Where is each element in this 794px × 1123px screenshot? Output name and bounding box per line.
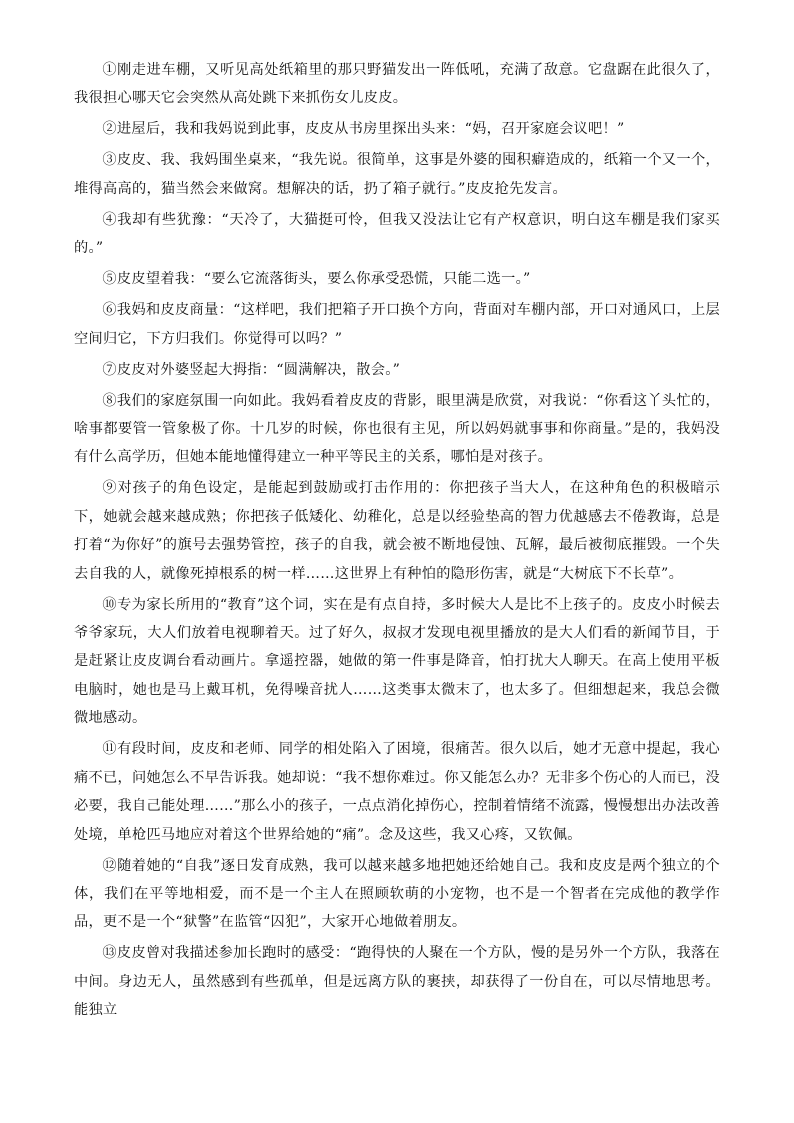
paragraph-7: ⑦皮皮对外婆竖起大拇指：“圆满解决，散会。” (102, 361, 401, 378)
paragraph-12: ⑫随着她的“自我”逐日发育成熟，我可以越来越多地把她还给她自己。我和皮皮是两个独立的个体，我们在平等地相爱，而不是一个主人在照顾软萌的小宠物，也不是一个智者在完成他的教学作品，更不是一个“狱警”在监管“囚犯”，大家开心地做着朋友。 (74, 857, 720, 931)
paragraph-11: ⑪有段时间，皮皮和老师、同学的相处陷入了困境，很痛苦。很久以后，她才无意中提起，我心痛不已，问她怎么不早告诉我。她却说：“我不想你难过。你又能怎么办？无非多个伤心的人而已，没必要，我自己能处理……”那么小的孩子，一点点消化掉伤心，控制着情绪不流露，慢慢想出办法改善处境，单枪匹马地应对着这个世界给她的“痛”。念及这些，我又心疼，又钦佩。 (74, 741, 720, 843)
paragraph-5: ⑤皮皮望着我：“要么它流落街头，要么你承受恐慌，只能二选一。” (102, 271, 531, 288)
paragraph-4: ④我却有些犹豫：“天冷了，大猫挺可怜，但我又没法让它有产权意识，明白这车棚是我们家买的。” (74, 211, 720, 257)
document-page (74, 56, 720, 1027)
paragraph-10: ⑩专为家长所用的“教育”这个词，实在是有点自持，多时候大人是比不上孩子的。皮皮小时候去爷爷家玩，大人们放着电视聊着天。过了好久，叔叔才发现电视里播放的是大人们看的新闻节目，于是赶紧让皮皮调台看动画片。拿遥控器，她做的第一件事是降音，怕打扰大人聊天。在高上使用平板电脑时，她也是马上戴耳机，免得噪音扰人……这类事太微末了，也太多了。但细想起来，我总会微微地感动。 (74, 596, 720, 727)
paragraph-6: ⑥我妈和皮皮商量：“这样吧，我们把箱子开口换个方向，背面对车棚内部，开口对通风口，上层空间归它，下方归我们。你觉得可以吗？” (74, 302, 720, 347)
paragraph-13: ⑬皮皮曾对我描述参加长跑时的感受：“跑得快的人聚在一个方队，慢的是另外一个方队，我落在中间。身边无人，虽然感到有些孤单，但是远离方队的裹挟，却获得了一份自在，可以尽情地思考。能独立 (74, 945, 720, 1019)
paragraph-1: ①刚走进车棚，又听见高处纸箱里的那只野猫发出一阵低吼，充满了敌意。它盘踞在此很久了，我很担心哪天它会突然从高处跳下来抓伤女儿皮皮。 (74, 62, 720, 107)
paragraph-3: ③皮皮、我、我妈围坐桌来，“我先说。很简单，这事是外婆的囤积癖造成的，纸箱一个又一个，堆得高高的，猫当然会来做窝。想解决的话，扔了箱子就行。”皮皮抢先发言。 (74, 152, 720, 197)
paragraph-9: ⑨对孩子的角色设定，是能起到鼓励或打击作用的：你把孩子当大人，在这种角色的积极暗示下，她就会越来越成熟；你把孩子低矮化、幼稚化，总是以经验垫高的智力优越感去不倦教诲，总是打着“为你好”的旗号去强势管控，孩子的自我，就会被不断地侵蚀、瓦解，最后被彻底摧毁。一个失去自我的人，就像死掉根系的树一样……这世界上有种怕的隐形伤害，就是“大树底下不长草”。 (74, 480, 720, 582)
paragraph-8: ⑧我们的家庭氛围一向如此。我妈看着皮皮的背影，眼里满是欣赏，对我说：“你看这丫头忙的，啥事都要管一管象极了你。十几岁的时候，你也很有主见，所以妈妈就事事和你商量。”是的，我妈没有什么高学历，但她本能地懂得建立一种平等民主的关系，哪怕是对孩子。 (74, 392, 720, 466)
paragraph-2: ②进屋后，我和我妈说到此事，皮皮从书房里探出头来：“妈，召开家庭会议吧！” (102, 121, 625, 138)
